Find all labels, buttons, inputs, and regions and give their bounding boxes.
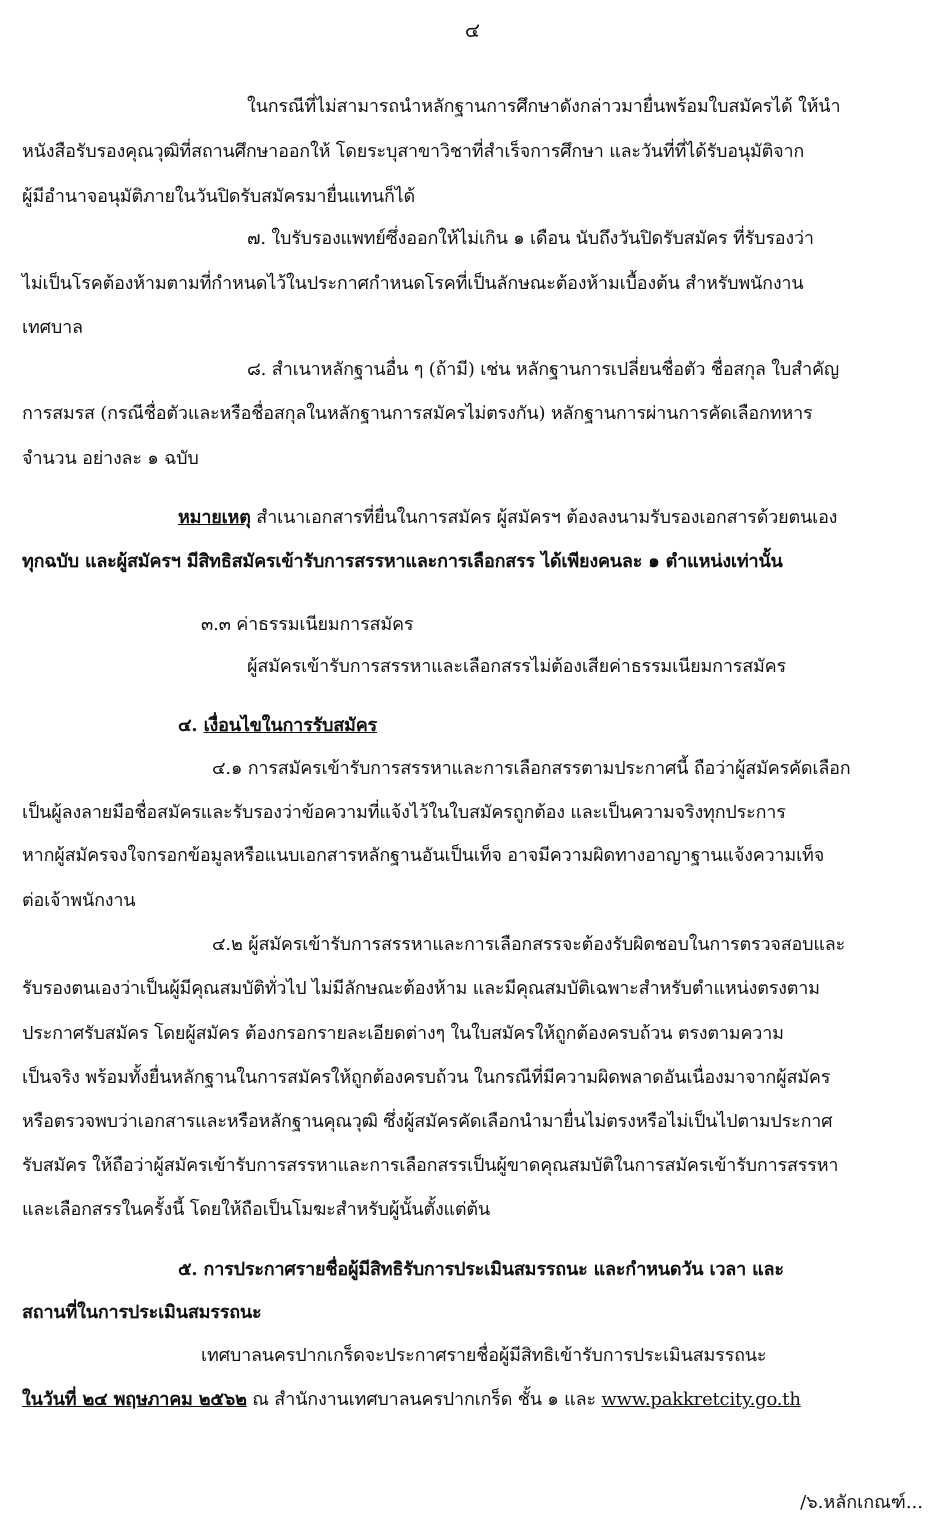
section-4-title: เงื่อนไขในการรับสมัคร — [203, 715, 377, 736]
paragraph-line: หากผู้สมัครจงใจกรอกข้อมูลหรือแนบเอกสารหลักฐานอันเป็นเท็จ อาจมีความผิดทางอาญาฐานแจ้งความเท็จ — [22, 845, 825, 866]
section-5-heading: ๕. การประกาศรายชื่อผู้มีสิทธิรับการประเมินสมรรถนะ และกำหนดวัน เวลา และ — [178, 1259, 784, 1280]
paragraph-line: ประกาศรับสมัคร โดยผู้สมัคร ต้องกรอกรายละเอียดต่างๆ ในใบสมัครให้ถูกต้องครบถ้วน ตรงตามความ — [22, 1023, 784, 1044]
paragraph-line: เป็นจริง พร้อมทั้งยื่นหลักฐานในการสมัครให้ถูกต้องครบถ้วน ในกรณีที่มีความผิดพลาดอันเนื่องมาจากผู้สมัคร — [22, 1067, 831, 1088]
paragraph-line: ต่อเจ้าพนักงาน — [22, 890, 136, 911]
section-3-3-title: ๓.๓ ค่าธรรมเนียมการสมัคร — [201, 614, 414, 635]
note-paragraph — [178, 505, 837, 531]
section-4-heading — [178, 713, 377, 739]
location-text: ณ สำนักงานเทศบาลนครปากเกร็ด ชั้น ๑ และ — [246, 1389, 602, 1410]
paragraph-line: รับสมัคร ให้ถือว่าผู้สมัครเข้ารับการสรรหาและการเลือกสรรเป็นผู้ขาดคุณสมบัติในการสมัครเข้ารับการสรรหา — [22, 1155, 839, 1176]
paragraph-line: และเลือกสรรในครั้งนี้ โดยให้ถือเป็นโมฆะสำหรับผู้นั้นตั้งแต่ต้น — [22, 1199, 491, 1220]
paragraph-line: การสมรส (กรณีชื่อตัวและหรือชื่อสกุลในหลักฐานการสมัครไม่ตรงกัน) หลักฐานการผ่านการคัดเลือกทหาร — [22, 403, 813, 424]
website-link[interactable]: www.pakkretcity.go.th — [601, 1389, 801, 1410]
section-5-heading-cont: สถานที่ในการประเมินสมรรถนะ — [22, 1302, 262, 1323]
section-4-number: ๔. — [178, 715, 204, 736]
section-5-date-line — [22, 1387, 801, 1413]
continuation-marker: /๖.หลักเกณฑ์... — [800, 1492, 923, 1513]
section-4-1-line: ๔.๑ การสมัครเข้ารับการสรรหาและการเลือกสรรตามประกาศนี้ ถือว่าผู้สมัครคัดเลือก — [212, 758, 851, 779]
note-label: หมายเหตุ — [178, 507, 251, 528]
note-line: ทุกฉบับ และผู้สมัครฯ มีสิทธิสมัครเข้ารับการสรรหาและการเลือกสรร ได้เพียงคนละ ๑ ตำแหน่งเท่านั้น — [22, 551, 783, 572]
page-number: ๔ — [464, 18, 481, 42]
list-item-8: ๘. สำเนาหลักฐานอื่น ๆ (ถ้ามี) เช่น หลักฐานการเปลี่ยนชื่อตัว ชื่อสกุล ใบสำคัญ — [247, 359, 839, 380]
paragraph-line: จำนวน อย่างละ ๑ ฉบับ — [22, 448, 199, 469]
paragraph-line: หรือตรวจพบว่าเอกสารและหรือหลักฐานคุณวุฒิ ซึ่งผู้สมัครคัดเลือกนำมายื่นไม่ตรงหรือไม่เป็นไปตามประกาศ — [22, 1111, 833, 1132]
list-item-7: ๗. ใบรับรองแพทย์ซึ่งออกให้ไม่เกิน ๑ เดือน นับถึงวันปิดรับสมัคร ที่รับรองว่า — [247, 228, 814, 249]
note-text: สำเนาเอกสารที่ยื่นในการสมัคร ผู้สมัครฯ ต้องลงนามรับรองเอกสารด้วยตนเอง — [250, 507, 838, 528]
paragraph-line: เทศบาล — [22, 317, 83, 338]
section-5-body: เทศบาลนครปากเกร็ดจะประกาศรายชื่อผู้มีสิทธิเข้ารับการประเมินสมรรถนะ — [201, 1345, 767, 1366]
section-3-3-body: ผู้สมัครเข้ารับการสรรหาและเลือกสรรไม่ต้องเสียค่าธรรมเนียมการสมัคร — [247, 656, 786, 677]
paragraph-line: ผู้มีอำนาจอนุมัติภายในวันปิดรับสมัครมายื่นแทนก็ได้ — [22, 186, 415, 207]
paragraph-line: รับรองตนเองว่าเป็นผู้มีคุณสมบัติทั่วไป ไม่มีลักษณะต้องห้าม และมีคุณสมบัติเฉพาะสำหรับตำแหน่งตรงตาม — [22, 978, 820, 999]
announcement-date: ในวันที่ ๒๔ พฤษภาคม ๒๕๖๒ — [22, 1389, 247, 1410]
paragraph-line: ไม่เป็นโรคต้องห้ามตามที่กำหนดไว้ในประกาศกำหนดโรคที่เป็นลักษณะต้องห้ามเบื้องต้น สำหรับพนักงาน — [22, 273, 804, 294]
paragraph-line: หนังสือรับรองคุณวุฒิที่สถานศึกษาออกให้ โดยระบุสาขาวิชาที่สำเร็จการศึกษา และวันที่ที่ได้รับอนุมัติจาก — [22, 141, 805, 162]
paragraph-line: ในกรณีที่ไม่สามารถนำหลักฐานการศึกษาดังกล่าวมายื่นพร้อมใบสมัครได้ ให้นำ — [247, 96, 841, 117]
paragraph-line: เป็นผู้ลงลายมือชื่อสมัครและรับรองว่าข้อความที่แจ้งไว้ในใบสมัครถูกต้อง และเป็นความจริงทุกประการ — [22, 802, 786, 823]
section-4-2-line: ๔.๒ ผู้สมัครเข้ารับการสรรหาและการเลือกสรรจะต้องรับผิดชอบในการตรวจสอบและ — [212, 934, 846, 955]
